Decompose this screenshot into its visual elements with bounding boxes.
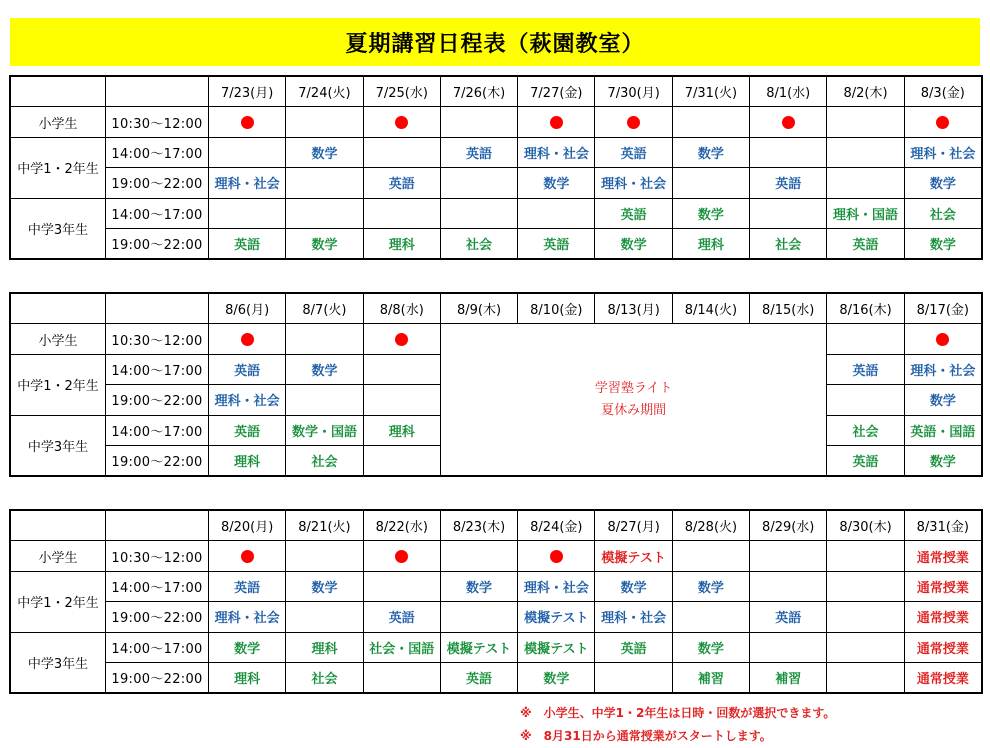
subject-cell: 理科 — [209, 445, 286, 475]
date-header-cell: 8/9(木) — [440, 294, 517, 324]
class-day-cell — [363, 541, 440, 571]
empty-cell — [672, 541, 749, 571]
subject-cell: 理科・社会 — [518, 571, 595, 601]
subject-cell: 理科 — [209, 662, 286, 692]
grade-label: 小学生 — [11, 107, 106, 137]
subject-cell: 数学 — [595, 571, 672, 601]
subject-cell: 英語 — [209, 415, 286, 445]
date-header-cell: 8/15(水) — [750, 294, 827, 324]
class-dot-icon — [782, 116, 795, 129]
class-day-cell — [518, 107, 595, 137]
subject-cell: 英語 — [363, 602, 440, 632]
empty-cell — [750, 632, 827, 662]
empty-cell — [209, 198, 286, 228]
date-header-cell: 8/16(木) — [827, 294, 904, 324]
class-day-cell — [209, 324, 286, 354]
schedule-row — [11, 602, 982, 632]
subject-cell: 模擬テスト — [595, 541, 672, 571]
subject-cell: 社会 — [286, 662, 363, 692]
time-slot-label: 19:00～22:00 — [106, 228, 209, 258]
class-dot-icon — [627, 116, 640, 129]
subject-cell: 英語 — [595, 198, 672, 228]
empty-cell — [672, 168, 749, 198]
subject-cell: 数学 — [595, 228, 672, 258]
empty-cell — [363, 385, 440, 415]
subject-cell: 英語 — [440, 662, 517, 692]
class-day-cell — [363, 107, 440, 137]
subject-cell: 模擬テスト — [518, 602, 595, 632]
date-header-cell: 8/27(月) — [595, 511, 672, 541]
date-header-cell: 7/24(火) — [286, 77, 363, 107]
subject-cell: 数学 — [904, 385, 981, 415]
date-header-cell: 8/17(金) — [904, 294, 981, 324]
subject-cell: 通常授業 — [904, 571, 981, 601]
subject-cell: 社会 — [827, 415, 904, 445]
empty-cell — [750, 571, 827, 601]
subject-cell: 理科・社会 — [904, 137, 981, 167]
class-day-cell — [904, 107, 981, 137]
subject-cell: 数学 — [904, 228, 981, 258]
empty-cell — [363, 137, 440, 167]
schedule-row — [11, 198, 982, 228]
class-dot-icon — [395, 550, 408, 563]
subject-cell: 英語 — [209, 228, 286, 258]
subject-cell: 補習 — [672, 662, 749, 692]
subject-cell: 社会 — [286, 445, 363, 475]
empty-cell — [827, 662, 904, 692]
schedule-row — [11, 571, 982, 601]
empty-cell — [363, 662, 440, 692]
schedule-table-week3 — [10, 510, 982, 693]
class-day-cell — [209, 541, 286, 571]
subject-cell: 英語 — [363, 168, 440, 198]
date-header-cell: 8/30(木) — [827, 511, 904, 541]
date-header-cell: 8/6(月) — [209, 294, 286, 324]
notes — [520, 702, 835, 748]
subject-cell: 数学 — [904, 445, 981, 475]
subject-cell: 通常授業 — [904, 541, 981, 571]
empty-cell — [440, 198, 517, 228]
subject-cell: 英語 — [595, 137, 672, 167]
date-header-cell: 7/27(金) — [518, 77, 595, 107]
schedule-table-week1 — [10, 76, 982, 259]
empty-cell — [286, 541, 363, 571]
date-header-cell: 8/24(金) — [518, 511, 595, 541]
empty-cell — [827, 541, 904, 571]
subject-cell: 社会 — [904, 198, 981, 228]
class-dot-icon — [241, 550, 254, 563]
date-header-cell: 7/31(火) — [672, 77, 749, 107]
class-day-cell — [750, 107, 827, 137]
grade-label: 小学生 — [11, 541, 106, 571]
subject-cell: 数学 — [904, 168, 981, 198]
time-slot-label: 14:00～17:00 — [106, 137, 209, 167]
subject-cell: 数学 — [672, 571, 749, 601]
empty-cell — [595, 662, 672, 692]
time-slot-label: 19:00～22:00 — [106, 385, 209, 415]
subject-cell: 通常授業 — [904, 662, 981, 692]
date-header-cell: 8/22(水) — [363, 511, 440, 541]
empty-cell — [363, 354, 440, 384]
subject-cell: 数学 — [672, 198, 749, 228]
class-dot-icon — [395, 116, 408, 129]
subject-cell: 社会・国語 — [363, 632, 440, 662]
empty-header-cell — [106, 77, 209, 107]
grade-label: 中学3年生 — [11, 198, 106, 259]
schedule-row — [11, 107, 982, 137]
time-slot-label: 10:30～12:00 — [106, 324, 209, 354]
time-slot-label: 14:00～17:00 — [106, 415, 209, 445]
subject-cell: 英語 — [827, 354, 904, 384]
date-header-cell: 8/20(月) — [209, 511, 286, 541]
empty-header-cell — [106, 294, 209, 324]
subject-cell: 数学 — [286, 228, 363, 258]
subject-cell: 数学 — [286, 354, 363, 384]
time-slot-label: 14:00～17:00 — [106, 571, 209, 601]
empty-cell — [440, 541, 517, 571]
empty-cell — [363, 198, 440, 228]
empty-cell — [363, 445, 440, 475]
subject-cell: 数学 — [209, 632, 286, 662]
class-day-cell — [518, 541, 595, 571]
date-header-cell: 8/2(木) — [827, 77, 904, 107]
empty-cell — [286, 602, 363, 632]
class-day-cell — [595, 107, 672, 137]
subject-cell: 英語 — [518, 228, 595, 258]
time-slot-label: 19:00～22:00 — [106, 445, 209, 475]
subject-cell: 英語 — [827, 445, 904, 475]
date-header-cell: 8/31(金) — [904, 511, 981, 541]
empty-cell — [440, 168, 517, 198]
empty-cell — [672, 107, 749, 137]
empty-cell — [827, 324, 904, 354]
time-slot-label: 14:00～17:00 — [106, 198, 209, 228]
subject-cell: 数学 — [672, 632, 749, 662]
empty-cell — [286, 324, 363, 354]
time-slot-label: 10:30～12:00 — [106, 541, 209, 571]
subject-cell: 理科 — [363, 228, 440, 258]
date-header-cell: 8/23(木) — [440, 511, 517, 541]
date-header-cell: 7/26(木) — [440, 77, 517, 107]
class-dot-icon — [241, 116, 254, 129]
date-header-row — [11, 294, 982, 324]
subject-cell: 理科・社会 — [209, 168, 286, 198]
class-day-cell — [904, 324, 981, 354]
date-header-cell: 8/8(水) — [363, 294, 440, 324]
date-header-cell: 7/23(月) — [209, 77, 286, 107]
subject-cell: 理科・社会 — [595, 602, 672, 632]
subject-cell: 理科・社会 — [595, 168, 672, 198]
date-header-cell: 8/13(月) — [595, 294, 672, 324]
date-header-cell: 8/7(火) — [286, 294, 363, 324]
empty-cell — [827, 632, 904, 662]
date-header-cell: 8/1(水) — [750, 77, 827, 107]
date-header-cell: 8/21(火) — [286, 511, 363, 541]
grade-label: 中学1・2年生 — [11, 354, 106, 415]
time-slot-label: 19:00～22:00 — [106, 168, 209, 198]
grade-label: 中学3年生 — [11, 632, 106, 693]
subject-cell: 数学 — [672, 137, 749, 167]
closed-period-line1: 学習塾ライト — [594, 380, 673, 396]
subject-cell: 理科・社会 — [904, 354, 981, 384]
schedule-row — [11, 228, 982, 258]
subject-cell: 英語 — [209, 354, 286, 384]
date-header-cell: 7/25(水) — [363, 77, 440, 107]
subject-cell: 理科 — [672, 228, 749, 258]
date-header-cell: 8/10(金) — [518, 294, 595, 324]
grade-label: 中学3年生 — [11, 415, 106, 476]
subject-cell: 社会 — [440, 228, 517, 258]
date-header-row — [11, 511, 982, 541]
time-slot-label: 10:30～12:00 — [106, 107, 209, 137]
subject-cell: 通常授業 — [904, 602, 981, 632]
empty-header-cell — [11, 77, 106, 107]
schedule-row — [11, 168, 982, 198]
empty-cell — [827, 107, 904, 137]
empty-cell — [518, 198, 595, 228]
date-header-cell: 8/28(火) — [672, 511, 749, 541]
empty-cell — [286, 168, 363, 198]
closed-period-cell — [440, 324, 826, 476]
subject-cell: 補習 — [750, 662, 827, 692]
empty-header-cell — [11, 294, 106, 324]
empty-cell — [286, 107, 363, 137]
subject-cell: 模擬テスト — [518, 632, 595, 662]
subject-cell: 理科・社会 — [518, 137, 595, 167]
empty-cell — [750, 198, 827, 228]
subject-cell: 英語 — [209, 571, 286, 601]
closed-period-line2: 夏休み期間 — [601, 402, 667, 418]
class-dot-icon — [936, 116, 949, 129]
class-day-cell — [363, 324, 440, 354]
subject-cell: 英語 — [595, 632, 672, 662]
empty-cell — [209, 137, 286, 167]
schedule-row — [11, 324, 982, 354]
subject-cell: 通常授業 — [904, 632, 981, 662]
subject-cell: 英語 — [827, 228, 904, 258]
subject-cell: 英語 — [440, 137, 517, 167]
grade-label: 中学1・2年生 — [11, 137, 106, 198]
grade-label: 中学1・2年生 — [11, 571, 106, 632]
empty-cell — [750, 541, 827, 571]
subject-cell: 数学 — [518, 168, 595, 198]
date-header-row — [11, 77, 982, 107]
schedule-row — [11, 137, 982, 167]
class-dot-icon — [550, 116, 563, 129]
empty-cell — [750, 137, 827, 167]
grade-label: 小学生 — [11, 324, 106, 354]
time-slot-label: 19:00～22:00 — [106, 662, 209, 692]
subject-cell: 理科 — [286, 632, 363, 662]
subject-cell: 英語 — [750, 602, 827, 632]
time-slot-label: 19:00～22:00 — [106, 602, 209, 632]
class-dot-icon — [936, 333, 949, 346]
schedule-row — [11, 541, 982, 571]
subject-cell: 数学 — [286, 571, 363, 601]
note-2: ※ 8月31日から通常授業がスタートします。 — [520, 729, 772, 743]
subject-cell: 数学 — [518, 662, 595, 692]
date-header-cell: 8/14(火) — [672, 294, 749, 324]
subject-cell: 数学・国語 — [286, 415, 363, 445]
subject-cell: 理科・国語 — [827, 198, 904, 228]
date-header-cell: 8/3(金) — [904, 77, 981, 107]
subject-cell: 模擬テスト — [440, 632, 517, 662]
empty-cell — [827, 602, 904, 632]
empty-cell — [827, 571, 904, 601]
time-slot-label: 14:00～17:00 — [106, 632, 209, 662]
schedule-table-week2 — [10, 293, 982, 476]
empty-cell — [827, 137, 904, 167]
empty-header-cell — [106, 511, 209, 541]
empty-cell — [363, 571, 440, 601]
class-dot-icon — [395, 333, 408, 346]
class-dot-icon — [550, 550, 563, 563]
subject-cell: 理科・社会 — [209, 385, 286, 415]
date-header-cell: 8/29(水) — [750, 511, 827, 541]
subject-cell: 数学 — [440, 571, 517, 601]
subject-cell: 社会 — [750, 228, 827, 258]
note-1: ※ 小学生、中学1・2年生は日時・回数が選択できます。 — [520, 706, 836, 720]
empty-cell — [827, 385, 904, 415]
time-slot-label: 14:00～17:00 — [106, 354, 209, 384]
subject-cell: 理科 — [363, 415, 440, 445]
empty-cell — [672, 602, 749, 632]
empty-header-cell — [11, 511, 106, 541]
schedule-row — [11, 632, 982, 662]
empty-cell — [286, 198, 363, 228]
subject-cell: 英語・国語 — [904, 415, 981, 445]
date-header-cell: 7/30(月) — [595, 77, 672, 107]
class-day-cell — [209, 107, 286, 137]
empty-cell — [286, 385, 363, 415]
subject-cell: 数学 — [286, 137, 363, 167]
empty-cell — [827, 168, 904, 198]
schedule-row — [11, 662, 982, 692]
page-title: 夏期講習日程表（萩園教室） — [10, 18, 980, 66]
subject-cell: 英語 — [750, 168, 827, 198]
empty-cell — [440, 602, 517, 632]
class-dot-icon — [241, 333, 254, 346]
subject-cell: 理科・社会 — [209, 602, 286, 632]
empty-cell — [440, 107, 517, 137]
